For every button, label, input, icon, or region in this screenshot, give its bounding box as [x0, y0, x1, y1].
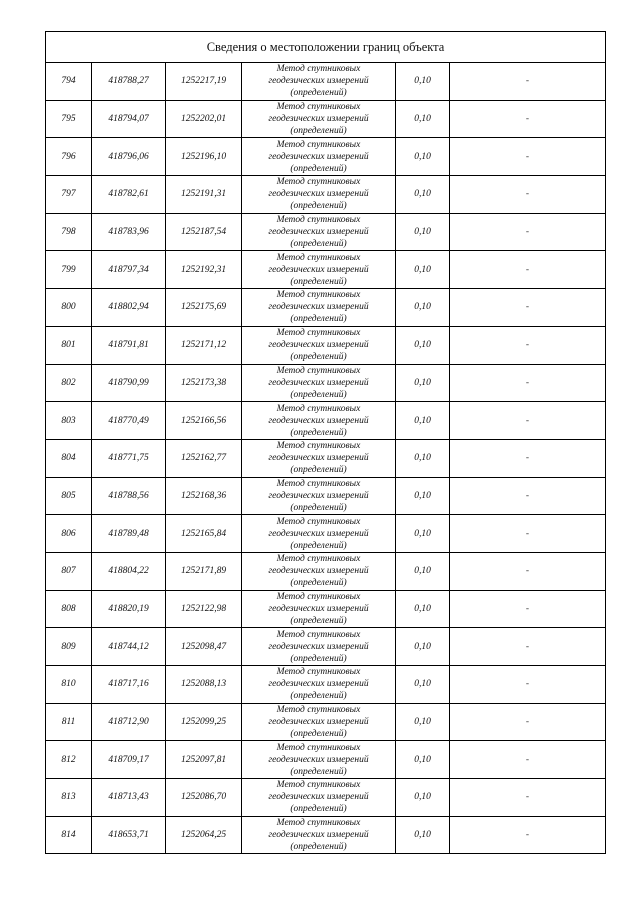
method-line: геодезических измерений	[268, 830, 369, 841]
method-line: Метод спутниковых	[276, 177, 361, 188]
method-line: Метод спутниковых	[276, 667, 361, 678]
method-line: Метод спутниковых	[276, 742, 361, 753]
method-line: (определений)	[290, 427, 347, 438]
table-title-row	[46, 32, 606, 63]
coord-x: 418717,16	[92, 666, 166, 704]
point-number: 804	[46, 439, 92, 477]
method-line: (определений)	[290, 389, 347, 400]
coord-x: 418709,17	[92, 741, 166, 779]
method-cell	[242, 251, 396, 289]
method-cell	[242, 63, 396, 101]
note: -	[450, 439, 606, 477]
table-row	[46, 816, 606, 854]
method-line: геодезических измерений	[268, 792, 369, 803]
method-line: геодезических измерений	[268, 490, 369, 501]
point-number: 813	[46, 779, 92, 817]
method-cell	[242, 628, 396, 666]
method-line: геодезических измерений	[268, 302, 369, 313]
coord-y: 1252162,77	[166, 439, 242, 477]
method-line: Метод спутниковых	[276, 365, 361, 376]
table-row	[46, 364, 606, 402]
note: -	[450, 176, 606, 214]
table-row	[46, 63, 606, 101]
method-line: Метод спутниковых	[276, 818, 361, 829]
coord-y: 1252171,12	[166, 326, 242, 364]
table-row	[46, 176, 606, 214]
coord-y: 1252098,47	[166, 628, 242, 666]
note: -	[450, 100, 606, 138]
method-line: геодезических измерений	[268, 603, 369, 614]
method-line: Метод спутниковых	[276, 629, 361, 640]
coord-y: 1252196,10	[166, 138, 242, 176]
table-row	[46, 138, 606, 176]
coord-y: 1252187,54	[166, 213, 242, 251]
point-number: 809	[46, 628, 92, 666]
table-row	[46, 666, 606, 704]
table-row	[46, 289, 606, 327]
point-number: 802	[46, 364, 92, 402]
point-number: 798	[46, 213, 92, 251]
method-cell	[242, 779, 396, 817]
method-line: геодезических измерений	[268, 453, 369, 464]
method-line: геодезических измерений	[268, 641, 369, 652]
method-line: Метод спутниковых	[276, 441, 361, 452]
method-line: (определений)	[290, 126, 347, 137]
accuracy: 0,10	[396, 741, 450, 779]
table-row	[46, 703, 606, 741]
coord-x: 418790,99	[92, 364, 166, 402]
accuracy: 0,10	[396, 63, 450, 101]
accuracy: 0,10	[396, 176, 450, 214]
method-line: геодезических измерений	[268, 189, 369, 200]
method-line: (определений)	[290, 352, 347, 363]
coord-x: 418804,22	[92, 552, 166, 590]
method-cell	[242, 138, 396, 176]
boundary-points-sheet	[45, 31, 605, 854]
method-cell	[242, 477, 396, 515]
method-line: Метод спутниковых	[276, 403, 361, 414]
note: -	[450, 816, 606, 854]
accuracy: 0,10	[396, 703, 450, 741]
accuracy: 0,10	[396, 590, 450, 628]
coord-y: 1252173,38	[166, 364, 242, 402]
coord-x: 418794,07	[92, 100, 166, 138]
table-row	[46, 100, 606, 138]
table-row	[46, 590, 606, 628]
method-line: Метод спутниковых	[276, 478, 361, 489]
method-line: Метод спутниковых	[276, 252, 361, 263]
point-number: 797	[46, 176, 92, 214]
method-line: Метод спутниковых	[276, 780, 361, 791]
method-cell	[242, 816, 396, 854]
note: -	[450, 703, 606, 741]
note: -	[450, 552, 606, 590]
coord-y: 1252175,69	[166, 289, 242, 327]
note: -	[450, 628, 606, 666]
method-line: Метод спутниковых	[276, 102, 361, 113]
method-cell	[242, 703, 396, 741]
method-line: (определений)	[290, 804, 347, 815]
method-line: геодезических измерений	[268, 151, 369, 162]
point-number: 803	[46, 402, 92, 440]
coord-x: 418783,96	[92, 213, 166, 251]
accuracy: 0,10	[396, 326, 450, 364]
method-line: Метод спутниковых	[276, 64, 361, 75]
method-cell	[242, 402, 396, 440]
method-line: геодезических измерений	[268, 415, 369, 426]
coord-x: 418788,27	[92, 63, 166, 101]
accuracy: 0,10	[396, 439, 450, 477]
note: -	[450, 402, 606, 440]
method-cell	[242, 439, 396, 477]
accuracy: 0,10	[396, 515, 450, 553]
coord-x: 418788,56	[92, 477, 166, 515]
accuracy: 0,10	[396, 779, 450, 817]
method-line: геодезических измерений	[268, 717, 369, 728]
note: -	[450, 666, 606, 704]
accuracy: 0,10	[396, 477, 450, 515]
method-line: геодезических измерений	[268, 227, 369, 238]
coord-y: 1252202,01	[166, 100, 242, 138]
method-line: Метод спутниковых	[276, 591, 361, 602]
note: -	[450, 251, 606, 289]
method-cell	[242, 515, 396, 553]
method-line: (определений)	[290, 766, 347, 777]
coord-y: 1252171,89	[166, 552, 242, 590]
method-line: (определений)	[290, 88, 347, 99]
method-line: геодезических измерений	[268, 566, 369, 577]
method-line: геодезических измерений	[268, 76, 369, 87]
coord-x: 418770,49	[92, 402, 166, 440]
point-number: 794	[46, 63, 92, 101]
accuracy: 0,10	[396, 364, 450, 402]
table-row	[46, 741, 606, 779]
coord-x: 418820,19	[92, 590, 166, 628]
coord-x: 418653,71	[92, 816, 166, 854]
coord-x: 418744,12	[92, 628, 166, 666]
point-number: 795	[46, 100, 92, 138]
method-cell	[242, 176, 396, 214]
method-line: Метод спутниковых	[276, 139, 361, 150]
coord-y: 1252166,56	[166, 402, 242, 440]
coord-x: 418713,43	[92, 779, 166, 817]
coord-y: 1252122,98	[166, 590, 242, 628]
note: -	[450, 138, 606, 176]
method-line: геодезических измерений	[268, 528, 369, 539]
note: -	[450, 477, 606, 515]
coord-y: 1252168,36	[166, 477, 242, 515]
method-line: (определений)	[290, 502, 347, 513]
method-line: (определений)	[290, 653, 347, 664]
method-line: геодезических измерений	[268, 264, 369, 275]
table-row	[46, 779, 606, 817]
point-number: 806	[46, 515, 92, 553]
method-line: геодезических измерений	[268, 377, 369, 388]
table-row	[46, 439, 606, 477]
note: -	[450, 326, 606, 364]
accuracy: 0,10	[396, 251, 450, 289]
table-row	[46, 628, 606, 666]
method-line: Метод спутниковых	[276, 215, 361, 226]
point-number: 812	[46, 741, 92, 779]
method-line: (определений)	[290, 578, 347, 589]
method-line: (определений)	[290, 691, 347, 702]
method-line: Метод спутниковых	[276, 290, 361, 301]
method-line: Метод спутниковых	[276, 705, 361, 716]
coord-x: 418797,34	[92, 251, 166, 289]
method-line: геодезических измерений	[268, 754, 369, 765]
accuracy: 0,10	[396, 138, 450, 176]
method-line: (определений)	[290, 842, 347, 853]
accuracy: 0,10	[396, 213, 450, 251]
coord-y: 1252088,13	[166, 666, 242, 704]
coord-x: 418789,48	[92, 515, 166, 553]
table-row	[46, 515, 606, 553]
method-cell	[242, 213, 396, 251]
method-cell	[242, 741, 396, 779]
method-line: (определений)	[290, 465, 347, 476]
table-row	[46, 477, 606, 515]
method-cell	[242, 326, 396, 364]
coord-y: 1252086,70	[166, 779, 242, 817]
note: -	[450, 515, 606, 553]
accuracy: 0,10	[396, 402, 450, 440]
method-cell	[242, 364, 396, 402]
method-line: Метод спутниковых	[276, 516, 361, 527]
table-row	[46, 251, 606, 289]
accuracy: 0,10	[396, 289, 450, 327]
table-row	[46, 552, 606, 590]
point-number: 807	[46, 552, 92, 590]
method-line: (определений)	[290, 615, 347, 626]
coord-x: 418712,90	[92, 703, 166, 741]
coord-x: 418771,75	[92, 439, 166, 477]
accuracy: 0,10	[396, 628, 450, 666]
coord-y: 1252192,31	[166, 251, 242, 289]
coord-x: 418782,61	[92, 176, 166, 214]
table-title: Сведения о местоположении границ объекта	[46, 32, 606, 63]
method-cell	[242, 590, 396, 628]
accuracy: 0,10	[396, 666, 450, 704]
coord-y: 1252165,84	[166, 515, 242, 553]
coord-x: 418791,81	[92, 326, 166, 364]
table-row	[46, 402, 606, 440]
method-line: (определений)	[290, 201, 347, 212]
coord-y: 1252099,25	[166, 703, 242, 741]
point-number: 796	[46, 138, 92, 176]
point-number: 811	[46, 703, 92, 741]
method-line: геодезических измерений	[268, 679, 369, 690]
method-line: (определений)	[290, 239, 347, 250]
method-line: (определений)	[290, 276, 347, 287]
point-number: 800	[46, 289, 92, 327]
note: -	[450, 63, 606, 101]
note: -	[450, 289, 606, 327]
boundary-points-table	[45, 31, 606, 854]
table-row	[46, 326, 606, 364]
note: -	[450, 590, 606, 628]
coord-x: 418802,94	[92, 289, 166, 327]
method-line: геодезических измерений	[268, 114, 369, 125]
point-number: 805	[46, 477, 92, 515]
point-number: 808	[46, 590, 92, 628]
coord-y: 1252097,81	[166, 741, 242, 779]
table-row	[46, 213, 606, 251]
method-line: Метод спутниковых	[276, 328, 361, 339]
method-line: (определений)	[290, 314, 347, 325]
coord-y: 1252217,19	[166, 63, 242, 101]
note: -	[450, 741, 606, 779]
method-line: (определений)	[290, 729, 347, 740]
method-line: Метод спутниковых	[276, 554, 361, 565]
note: -	[450, 364, 606, 402]
method-cell	[242, 666, 396, 704]
accuracy: 0,10	[396, 100, 450, 138]
point-number: 814	[46, 816, 92, 854]
method-line: геодезических измерений	[268, 340, 369, 351]
method-cell	[242, 100, 396, 138]
point-number: 799	[46, 251, 92, 289]
coord-x: 418796,06	[92, 138, 166, 176]
point-number: 801	[46, 326, 92, 364]
method-cell	[242, 552, 396, 590]
method-line: (определений)	[290, 163, 347, 174]
coord-y: 1252064,25	[166, 816, 242, 854]
note: -	[450, 213, 606, 251]
note: -	[450, 779, 606, 817]
coord-y: 1252191,31	[166, 176, 242, 214]
method-line: (определений)	[290, 540, 347, 551]
point-number: 810	[46, 666, 92, 704]
accuracy: 0,10	[396, 816, 450, 854]
method-cell	[242, 289, 396, 327]
accuracy: 0,10	[396, 552, 450, 590]
